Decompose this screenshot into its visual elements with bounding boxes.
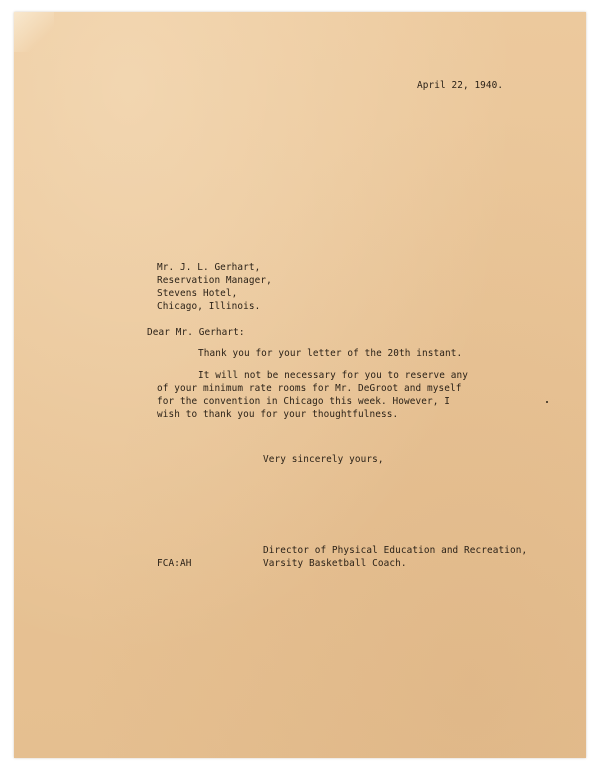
signature-title-line: Varsity Basketball Coach. bbox=[263, 558, 407, 569]
recipient-title: Reservation Manager, bbox=[157, 275, 272, 286]
recipient-name: Mr. J. L. Gerhart, bbox=[157, 262, 261, 273]
ink-speck bbox=[546, 401, 548, 403]
recipient-company: Stevens Hotel, bbox=[157, 288, 238, 299]
closing: Very sincerely yours, bbox=[263, 454, 384, 465]
paragraph-2-line: for the convention in Chicago this week. However, I bbox=[157, 396, 450, 407]
recipient-city: Chicago, Illinois. bbox=[157, 301, 261, 312]
salutation: Dear Mr. Gerhart: bbox=[147, 327, 245, 338]
typist-initials: FCA:AH bbox=[157, 558, 192, 569]
paper-corner-wear bbox=[14, 12, 54, 52]
paragraph-2-line: wish to thank you for your thoughtfulness. bbox=[157, 409, 399, 420]
paragraph-1: Thank you for your letter of the 20th instant. bbox=[198, 348, 463, 359]
letter-sheet bbox=[14, 12, 586, 758]
signature-title-line: Director of Physical Education and Recreation, bbox=[263, 545, 528, 556]
paragraph-2-line: of your minimum rate rooms for Mr. DeGroot and myself bbox=[157, 383, 462, 394]
letter-date: April 22, 1940. bbox=[417, 80, 504, 91]
paragraph-2-line: It will not be necessary for you to reserve any bbox=[198, 370, 468, 381]
